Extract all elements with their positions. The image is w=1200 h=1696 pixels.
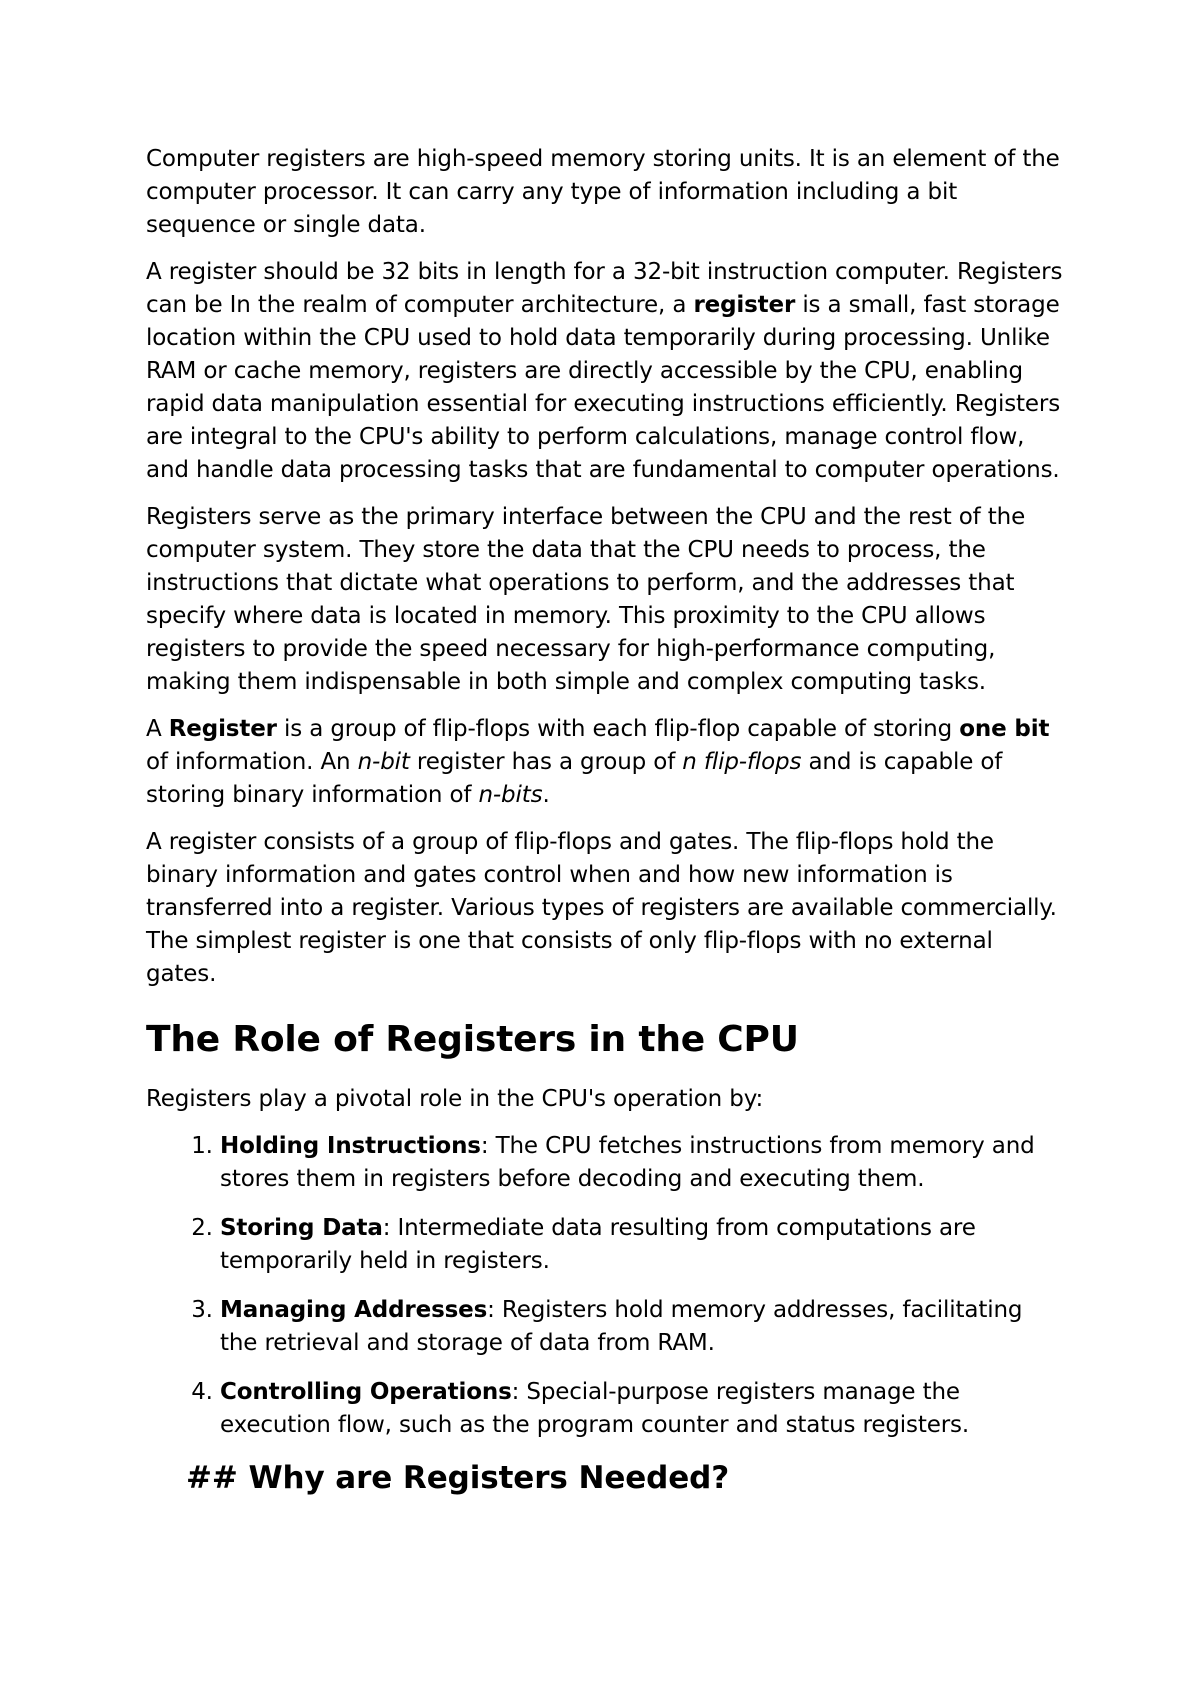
list-item-text: : The CPU fetches instructions from memory and stores them in registers before decoding and executing them. [220,1133,1035,1192]
paragraph-register-definition [146,256,1066,487]
paragraph-register-gates: A register consists of a group of flip-flops and gates. The flip-flops hold the binary information and gates control when and how new information is transferred into a register. Various types of registers are available commercially. The simplest register is one that consists of only flip-flops with no external gates. [146,829,1057,987]
italic-term-n-flip-flops: n flip-flops [682,749,802,775]
text-run: A [146,716,169,742]
list-item [220,1294,1066,1360]
section-intro: Registers play a pivotal role in the CPU's operation by: [146,1086,764,1112]
list-item [220,1376,1066,1442]
paragraph-intro: Computer registers are high-speed memory storing units. It is an element of the computer processor. It can carry any type of information including a bit sequence or single data. [146,146,1060,238]
italic-term-n-bit: n-bit [357,749,410,775]
bold-term-register: Register [168,716,277,742]
text-run: register has a group of [409,749,683,775]
text-run: A register should be 32 bits in length for a 32-bit instruction computer. Registers can be In the realm of computer architecture, a [146,259,1063,318]
bold-term-register: register [693,292,796,318]
text-run: . [542,782,550,808]
document-page [146,143,1066,1498]
list-item-text: : Intermediate data resulting from computations are temporarily held in registers. [220,1215,976,1274]
text-run: is a group of flip-flops with each flip-flop capable of storing [276,716,960,742]
list-item-text: : Special-purpose registers manage the execution flow, such as the program counter and status registers. [220,1379,970,1438]
italic-term-n-bits: n-bits [478,782,543,808]
section-heading: The Role of Registers in the CPU [146,1019,799,1060]
list-item-term: Controlling Operations [220,1379,512,1405]
paragraph-register-interface: Registers serve as the primary interface between the CPU and the rest of the computer system. They store the data that the CPU needs to process, the instructions that dictate what operations to perform, and the addresses that specify where data is located in memory. This proximity to the CPU allows registers to provide the speed necessary for high-performance computing, making them indispensable in both simple and complex computing tasks. [146,504,1026,695]
role-list [146,1130,1066,1442]
list-item [220,1130,1066,1196]
text-run: of information. An [146,749,358,775]
list-item-term: Holding Instructions [220,1133,481,1159]
list-item [220,1212,1066,1278]
text-run: is a small, fast storage location within the CPU used to hold data temporarily during processing. Unlike RAM or cache memory, registers are directly accessible by the CPU, enabling rapid data manipulation essential for executing instructions efficiently. Registers are integral to the CPU's ability to perform calculations, manage control flow, and handle data processing tasks that are fundamental to computer operations. [146,292,1061,483]
list-item-text: : Registers hold memory addresses, facilitating the retrieval and storage of data from RAM. [220,1297,1023,1356]
paragraph-flip-flops [146,713,1066,812]
bold-term-one-bit: one bit [959,716,1050,742]
list-item-term: Storing Data [220,1215,383,1241]
list-item-term: Managing Addresses [220,1297,488,1323]
next-section-heading: ## Why are Registers Needed? [186,1460,730,1496]
text-run: and is capable of storing binary information of [146,749,1003,808]
